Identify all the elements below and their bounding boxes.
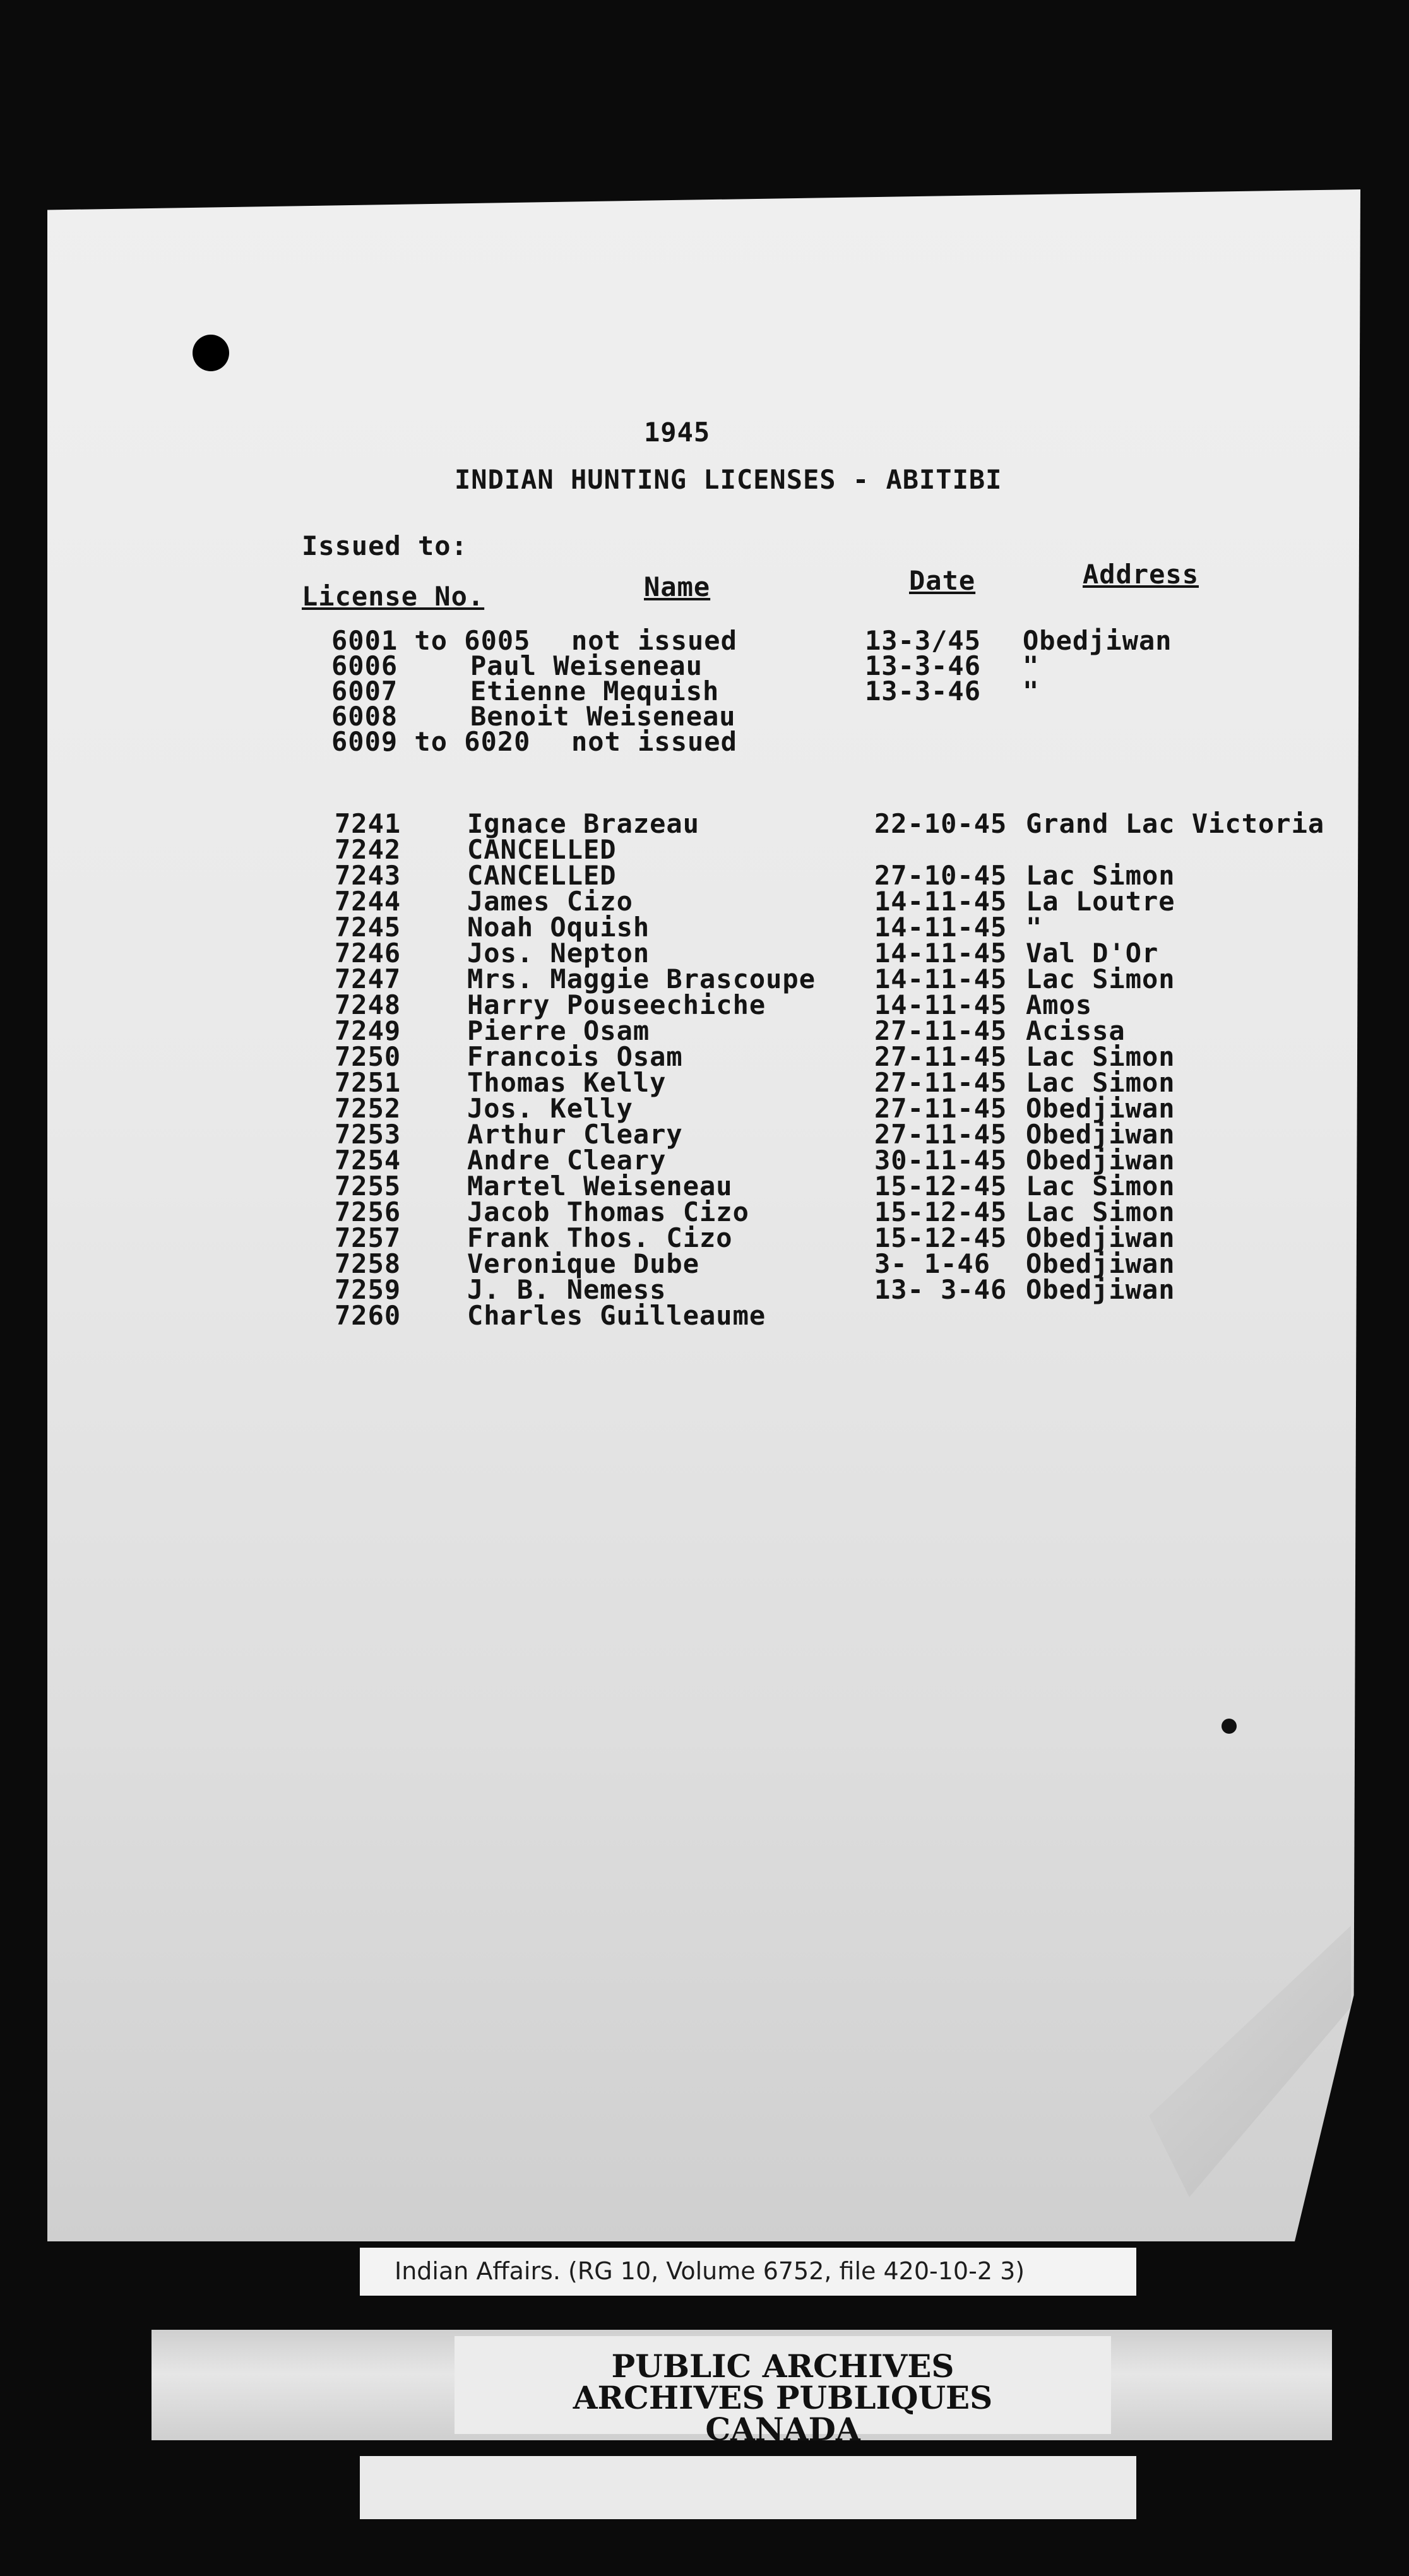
row-date: 27-11-45	[874, 1041, 1008, 1072]
row-no: 7252	[335, 1093, 401, 1124]
row-name: Mrs. Maggie Brascoupe	[467, 963, 816, 994]
row-no: 7243	[335, 860, 401, 891]
row-no: 7254	[335, 1145, 401, 1176]
header-date: Date	[909, 565, 976, 596]
row-name: Jacob Thomas Cizo	[467, 1196, 749, 1227]
row-date: 13-3-46	[865, 676, 982, 707]
row-no: 7248	[335, 989, 401, 1020]
row-name: Francois Osam	[467, 1041, 683, 1072]
row-no: 7259	[335, 1274, 401, 1305]
row-no: 7246	[335, 938, 401, 969]
row-date: 14-11-45	[874, 912, 1008, 943]
row-address: Lac Simon	[1026, 1067, 1175, 1098]
row-address: "	[1023, 676, 1040, 707]
archive-caption: Indian Affairs. (RG 10, Volume 6752, file 420-10-2 3)	[395, 2257, 1025, 2285]
row-no: 7253	[335, 1119, 401, 1150]
stamp-lower-strip	[360, 2456, 1136, 2519]
row-date: 13-3-46	[865, 650, 982, 681]
row-date: 27-11-45	[874, 1067, 1008, 1098]
row-address: "	[1026, 912, 1043, 943]
punch-hole	[193, 335, 229, 371]
row-date: 27-11-45	[874, 1119, 1008, 1150]
row-name: Thomas Kelly	[467, 1067, 667, 1098]
row-name: not issued	[571, 726, 737, 757]
row-name: Pierre Osam	[467, 1015, 650, 1046]
row-address: Lac Simon	[1026, 1171, 1175, 1202]
row-address: Obedjiwan	[1026, 1222, 1175, 1253]
row-name: Martel Weiseneau	[467, 1171, 733, 1202]
row-date: 27-10-45	[874, 860, 1008, 891]
row-date: 13-3/45	[865, 625, 982, 656]
stamp-line-2: ARCHIVES PUBLIQUES	[573, 2379, 993, 2416]
row-date: 14-11-45	[874, 963, 1008, 994]
row-name: CANCELLED	[467, 860, 617, 891]
row-date: 22-10-45	[874, 808, 1008, 839]
row-no: 6008	[331, 701, 398, 732]
row-no: 7250	[335, 1041, 401, 1072]
row-address: La Loutre	[1026, 886, 1175, 917]
ink-spot	[1222, 1719, 1237, 1734]
row-name: not issued	[571, 625, 737, 656]
row-no: 6007	[331, 676, 398, 707]
row-address: Lac Simon	[1026, 963, 1175, 994]
row-name: Andre Cleary	[467, 1145, 667, 1176]
header-license-no: License No.	[302, 581, 485, 612]
row-no: 7256	[335, 1196, 401, 1227]
row-address: Lac Simon	[1026, 1041, 1175, 1072]
row-no: 7244	[335, 886, 401, 917]
row-no: 6001 to 6005	[331, 625, 531, 656]
row-date: 15-12-45	[874, 1171, 1008, 1202]
row-name: Ignace Brazeau	[467, 808, 700, 839]
row-name: Charles Guilleaume	[467, 1300, 766, 1331]
row-name: CANCELLED	[467, 834, 617, 865]
row-date: 27-11-45	[874, 1015, 1008, 1046]
row-name: Etienne Mequish	[470, 676, 720, 707]
row-no: 7255	[335, 1171, 401, 1202]
stamp-line-3: CANADA	[705, 2411, 860, 2448]
row-name: Veronique Dube	[467, 1248, 700, 1279]
row-date: 30-11-45	[874, 1145, 1008, 1176]
header-address: Address	[1083, 559, 1199, 590]
row-address: Obedjiwan	[1026, 1093, 1175, 1124]
row-no: 7245	[335, 912, 401, 943]
row-address: Obedjiwan	[1026, 1248, 1175, 1279]
row-date: 3- 1-46	[874, 1248, 991, 1279]
row-address: Grand Lac Victoria	[1026, 808, 1325, 839]
row-no: 7242	[335, 834, 401, 865]
row-name: Noah Oquish	[467, 912, 650, 943]
row-date: 15-12-45	[874, 1196, 1008, 1227]
row-date: 27-11-45	[874, 1093, 1008, 1124]
row-name: James Cizo	[467, 886, 633, 917]
document-title: INDIAN HUNTING LICENSES - ABITIBI	[455, 464, 1002, 495]
row-name: Frank Thos. Cizo	[467, 1222, 733, 1253]
row-name: Arthur Cleary	[467, 1119, 683, 1150]
row-name: Paul Weiseneau	[470, 650, 703, 681]
row-address: Lac Simon	[1026, 860, 1175, 891]
row-date: 14-11-45	[874, 938, 1008, 969]
issued-to-label: Issued to:	[302, 530, 468, 561]
row-name: Jos. Kelly	[467, 1093, 633, 1124]
row-no: 7241	[335, 808, 401, 839]
row-address: Lac Simon	[1026, 1196, 1175, 1227]
row-no: 6009 to 6020	[331, 726, 531, 757]
row-address: Obedjiwan	[1026, 1145, 1175, 1176]
row-no: 7249	[335, 1015, 401, 1046]
row-address: Acissa	[1026, 1015, 1126, 1046]
row-address: Obedjiwan	[1026, 1119, 1175, 1150]
row-name: Benoit Weiseneau	[470, 701, 736, 732]
row-address: Amos	[1026, 989, 1093, 1020]
row-no: 7260	[335, 1300, 401, 1331]
row-date: 13- 3-46	[874, 1274, 1008, 1305]
row-date: 14-11-45	[874, 989, 1008, 1020]
row-date: 15-12-45	[874, 1222, 1008, 1253]
row-address: Obedjiwan	[1023, 625, 1172, 656]
stamp-line-1: PUBLIC ARCHIVES	[611, 2347, 954, 2385]
row-date: 14-11-45	[874, 886, 1008, 917]
row-name: Jos. Nepton	[467, 938, 650, 969]
header-name: Name	[644, 571, 711, 602]
row-address: "	[1023, 650, 1040, 681]
document-year: 1945	[644, 417, 711, 448]
row-name: Harry Pouseechiche	[467, 989, 766, 1020]
row-address: Val D'Or	[1026, 938, 1159, 969]
row-name: J. B. Nemess	[467, 1274, 667, 1305]
row-no: 7258	[335, 1248, 401, 1279]
row-no: 7247	[335, 963, 401, 994]
row-no: 6006	[331, 650, 398, 681]
row-no: 7251	[335, 1067, 401, 1098]
row-no: 7257	[335, 1222, 401, 1253]
row-address: Obedjiwan	[1026, 1274, 1175, 1305]
